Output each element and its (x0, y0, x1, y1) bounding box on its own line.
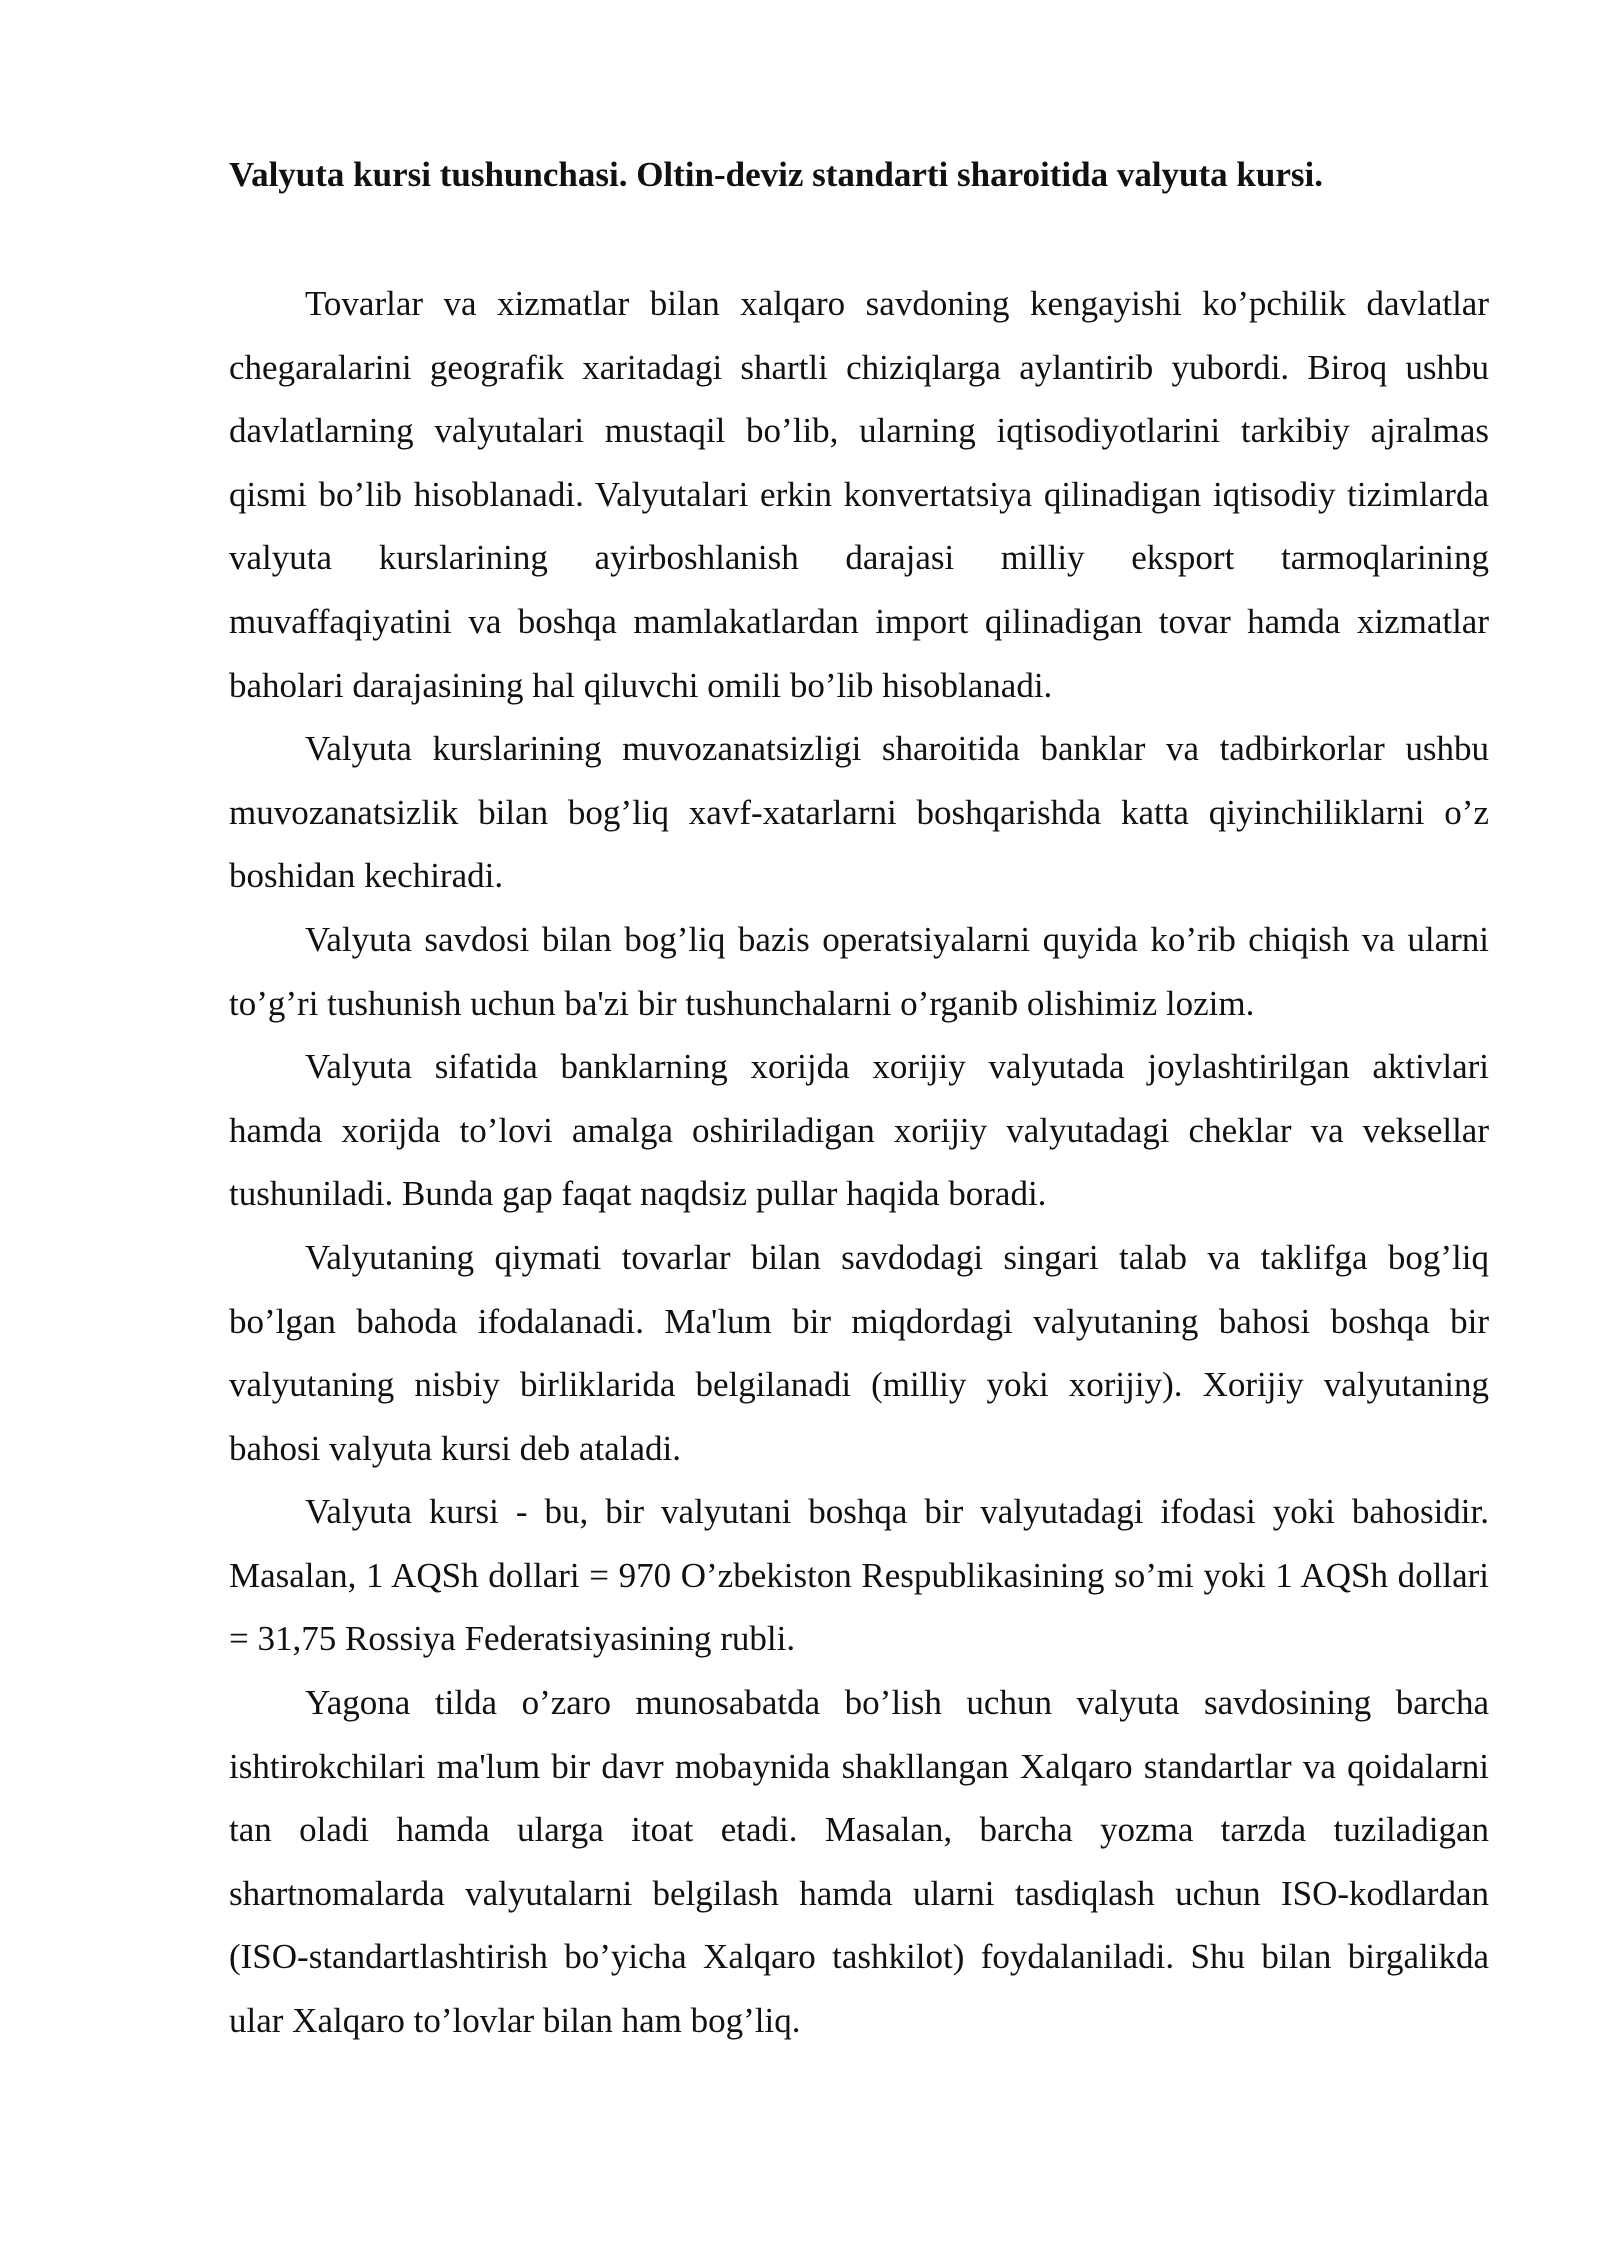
paragraph: Valyutaning qiymati tovarlar bilan savdodagi singari talab va taklifga bog’liq bo’lgan bahoda ifodalanadi. Ma'lum bir miqdordagi valyutaning bahosi boshqa bir valyutaning nisbiy birliklarida belgilanadi (milliy yoki xorijiy). Xorijiy valyutaning bahosi valyuta kursi deb ataladi. (229, 1237, 1489, 1468)
paragraph: Tovarlar va xizmatlar bilan xalqaro savdoning kengayishi ko’pchilik davlatlar chegaralarini geografik xaritadagi shartli chiziqlarga aylantirib yubordi. Biroq ushbu davlatlarning valyutalari mustaqil bo’lib, ularning iqtisodiyotlarini tarkibiy ajralmas qismi bo’lib hisoblanadi. Valyutalari erkin konvertatsiya qilinadigan iqtisodiy tizimlarda valyuta kurslarining ayirboshlanish darajasi milliy eksport tarmoqlarining muvaffaqiyatini va boshqa mamlakatlardan import qilinadigan tovar hamda xizmatlar baholari darajasining hal qiluvchi omili bo’lib hisoblanadi. (229, 284, 1489, 705)
document-body (229, 272, 1489, 2053)
paragraph: Valyuta savdosi bilan bog’liq bazis operatsiyalarni quyida ko’rib chiqish va ularni to’g’ri tushunish uchun ba'zi bir tushunchalarni o’rganib olishimiz lozim. (229, 919, 1489, 1023)
paragraph: Valyuta kursi - bu, bir valyutani boshqa bir valyutadagi ifodasi yoki bahosidir. Masalan, 1 AQSh dollari = 970 O’zbekiston Respublikasining so’mi yoki 1 AQSh dollari = 31,75 Rossiya Federatsiyasining rubli. (229, 1492, 1489, 1659)
paragraph: Valyuta kurslarining muvozanatsizligi sharoitida banklar va tadbirkorlar ushbu muvozanatsizlik bilan bog’liq xavf-xatarlarni boshqarishda katta qiyinchiliklarni o’z boshidan kechiradi. (229, 729, 1489, 896)
document-title: Valyuta kursi tushunchasi. Oltin-deviz standarti sharoitida valyuta kursi. (229, 155, 1323, 194)
paragraph: Valyuta sifatida banklarning xorijda xorijiy valyutada joylashtirilgan aktivlari hamda xorijda to’lovi amalga oshiriladigan xorijiy valyutadagi cheklar va veksellar tushuniladi. Bunda gap faqat naqdsiz pullar haqida boradi. (229, 1047, 1489, 1214)
paragraph: Yagona tilda o’zaro munosabatda bo’lish uchun valyuta savdosining barcha ishtirokchilari ma'lum bir davr mobaynida shakllangan Xalqaro standartlar va qoidalarni tan oladi hamda ularga itoat etadi. Masalan, barcha yozma tarzda tuziladigan shartnomalarda valyutalarni belgilash hamda ularni tasdiqlash uchun ISO-kodlardan (ISO-standartlashtirish bo’yicha Xalqaro tashkilot) foydalaniladi. Shu bilan birgalikda ular Xalqaro to’lovlar bilan ham bog’liq. (229, 1683, 1489, 2041)
